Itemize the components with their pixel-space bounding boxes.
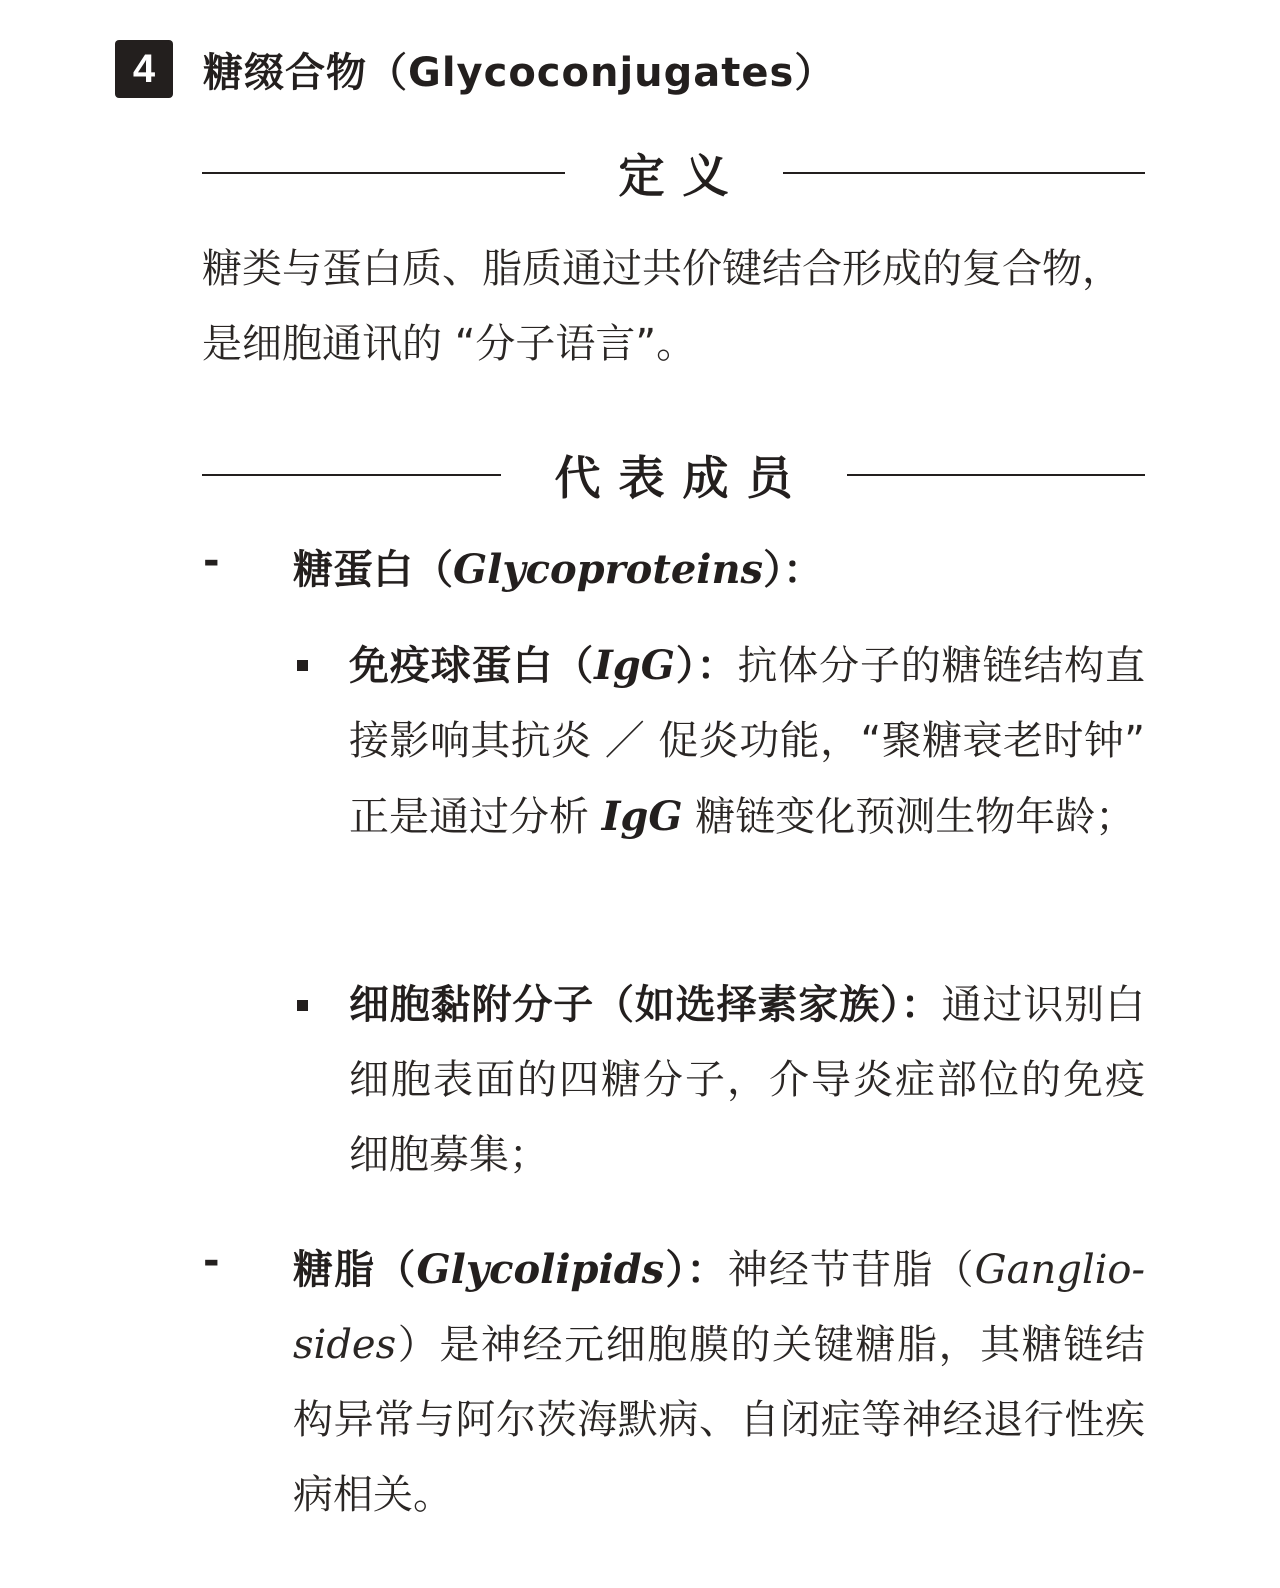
glycoproteins-dash: - [203,538,220,584]
glycolipids-dash: - [203,1238,220,1284]
bullet-square-icon [297,660,308,671]
igg-head-post: ）： [674,643,738,689]
section-number-badge: 4 [115,40,173,98]
divider-line-left [202,172,565,174]
igg-text-b: 糖链变化预测生物年龄； [682,794,1136,840]
section-header [115,40,835,98]
igg-head-pre: 免疫球蛋白（ [349,643,595,689]
glycolipids-head-latin: Glycolipids [416,1246,665,1293]
glycolipids-head-post: ）： [664,1247,728,1293]
igg-text-a: 抗体分子的糖链结构直接影响其抗炎 ／ 促炎功能，“聚糖衰老时钟” 正是通过分析 [349,643,1146,840]
igg-head-latin: IgG [594,642,675,689]
list-item-adhesion [349,968,1145,1193]
glycolipids-head-pre: 糖脂（ [293,1247,417,1293]
divider-line-left [202,474,501,476]
glycolipids-text-b: ）是神经元细胞膜的关键糖脂，其糖链结构异常与阿尔茨海默病、自闭症等神经退行性疾病相关。 [293,1322,1145,1518]
bullet-square-icon [297,1000,308,1011]
divider-line-right [847,474,1146,476]
glycoproteins-head-latin: Glycoproteins [453,546,764,593]
adhesion-head: 细胞黏附分子（如选择素家族）： [349,982,942,1028]
definition-heading: 定义 [618,149,747,203]
members-divider [202,442,1145,508]
divider-line-right [783,172,1146,174]
glycolipids-paragraph [293,1232,1145,1533]
section-title: 糖缀合物（Glycoconjugates） [203,49,836,96]
definition-divider [202,140,1145,206]
glycoproteins-head-post: ）： [763,547,824,593]
list-item-igg [349,628,1145,855]
igg-text-latin: IgG [601,793,683,840]
glycolipids-text-latin: Ganglio-sides [293,1247,1146,1368]
glycoproteins-heading [293,532,1153,608]
members-heading: 代表成员 [554,451,811,505]
adhesion-text: 通过识别白细胞表面的四糖分子，介导炎症部位的免疫细胞募集； [349,982,1146,1178]
glycolipids-text-a: 神经节苷脂（ [727,1247,975,1293]
glycoproteins-head-pre: 糖蛋白（ [293,547,453,593]
definition-text: 糖类与蛋白质、脂质通过共价键结合形成的复合物，是细胞通讯的 “分子语言”。 [202,246,1122,367]
